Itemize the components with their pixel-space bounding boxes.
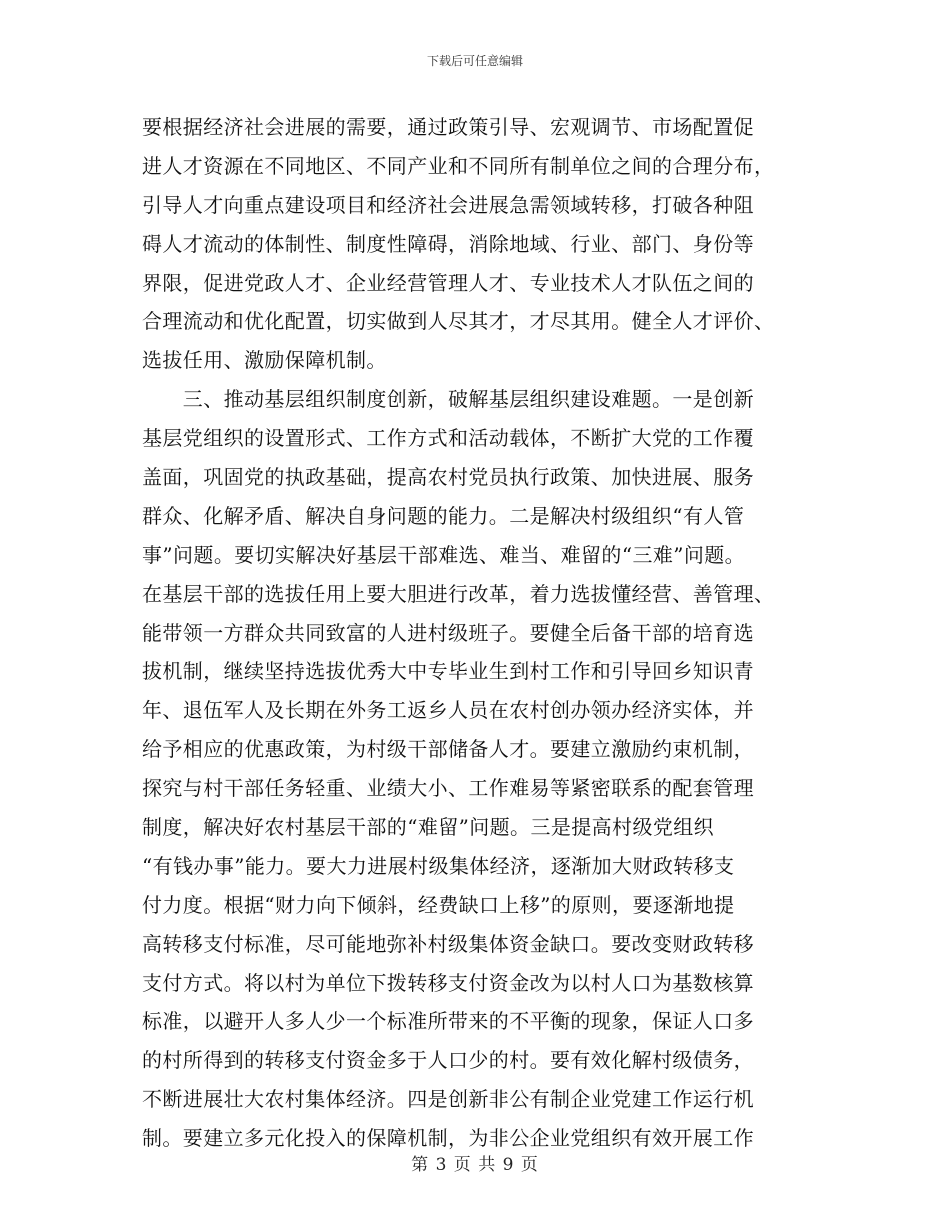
text-line: 的村所得到的转移支付资金多于人口少的村。要有效化解村级债务，	[142, 1048, 754, 1073]
text-line: 标准，以避开人多人少一个标准所带来的不平衡的现象，保证人口多	[142, 1009, 754, 1034]
text-line: 界限，促进党政人才、企业经营管理人才、专业技术人才队伍之间的	[142, 270, 754, 295]
text-line: 在基层干部的选拔任用上要大胆进行改革，着力选拔懂经营、善管理、	[142, 581, 775, 606]
page-number-footer: 第 3 页 共 9 页	[411, 1155, 539, 1175]
text-line: 高转移支付标准，尽可能地弥补村级集体资金缺口。要改变财政转移	[142, 931, 754, 956]
text-line: 拔机制，继续坚持选拔优秀大中专毕业生到村工作和引导回乡知识青	[142, 659, 754, 684]
text-line: 支付方式。将以村为单位下拨转移支付资金改为以村人口为基数核算	[142, 970, 754, 995]
text-line: 要根据经济社会进展的需要，通过政策引导、宏观调节、市场配置促	[142, 115, 754, 139]
text-line: 能带领一方群众共同致富的人进村级班子。要健全后备干部的培育选	[142, 620, 754, 645]
text-line: 合理流动和优化配置，切实做到人尽其才，才尽其用。健全人才评价、	[142, 309, 775, 334]
text-line: 事”问题。要切实解决好基层干部难选、难当、难留的“三难”问题。	[142, 542, 746, 567]
text-line: 给予相应的优惠政策，为村级干部储备人才。要建立激励约束机制，	[142, 737, 754, 762]
text-line: 基层党组织的设置形式、工作方式和活动载体，不断扩大党的工作覆	[142, 426, 754, 451]
text-line: 碍人才流动的体制性、制度性障碍，消除地域、行业、部门、身份等	[142, 231, 754, 256]
text-line: 群众、化解矛盾、解决自身问题的能力。二是解决村级组织“有人管	[142, 503, 745, 528]
text-line: 引导人才向重点建设项目和经济社会进展急需领域转移，打破各种阻	[142, 192, 754, 217]
text-line: 不断进展壮大农村集体经济。四是创新非公有制企业党建工作运行机	[142, 1087, 754, 1112]
text-line: 盖面，巩固党的执政基础，提高农村党员执行政策、加快进展、服务	[142, 465, 754, 490]
text-line: 制度，解决好农村基层干部的“难留”问题。三是提高村级党组织	[142, 815, 715, 840]
text-line: 探究与村干部任务轻重、业绩大小、工作难易等紧密联系的配套管理	[142, 776, 754, 801]
text-line: 付力度。根据“财力向下倾斜，经费缺口上移”的原则，要逐渐地提	[142, 892, 735, 917]
page-header: 下载后可任意编辑	[426, 54, 523, 68]
document-body	[142, 108, 822, 1158]
text-line: 进人才资源在不同地区、不同产业和不同所有制单位之间的合理分布，	[142, 153, 775, 178]
text-line: 三、推动基层组织制度创新，破解基层组织建设难题。一是创新	[142, 387, 754, 412]
text-line: 年、退伍军人及长期在外务工返乡人员在农村创办领办经济实体，并	[142, 698, 754, 723]
text-line: “有钱办事”能力。要大力进展村级集体经济，逐渐加大财政转移支	[142, 853, 735, 878]
text-line: 制。要建立多元化投入的保障机制，为非公企业党组织有效开展工作	[142, 1126, 754, 1151]
text-line: 选拔任用、激励保障机制。	[142, 348, 387, 373]
